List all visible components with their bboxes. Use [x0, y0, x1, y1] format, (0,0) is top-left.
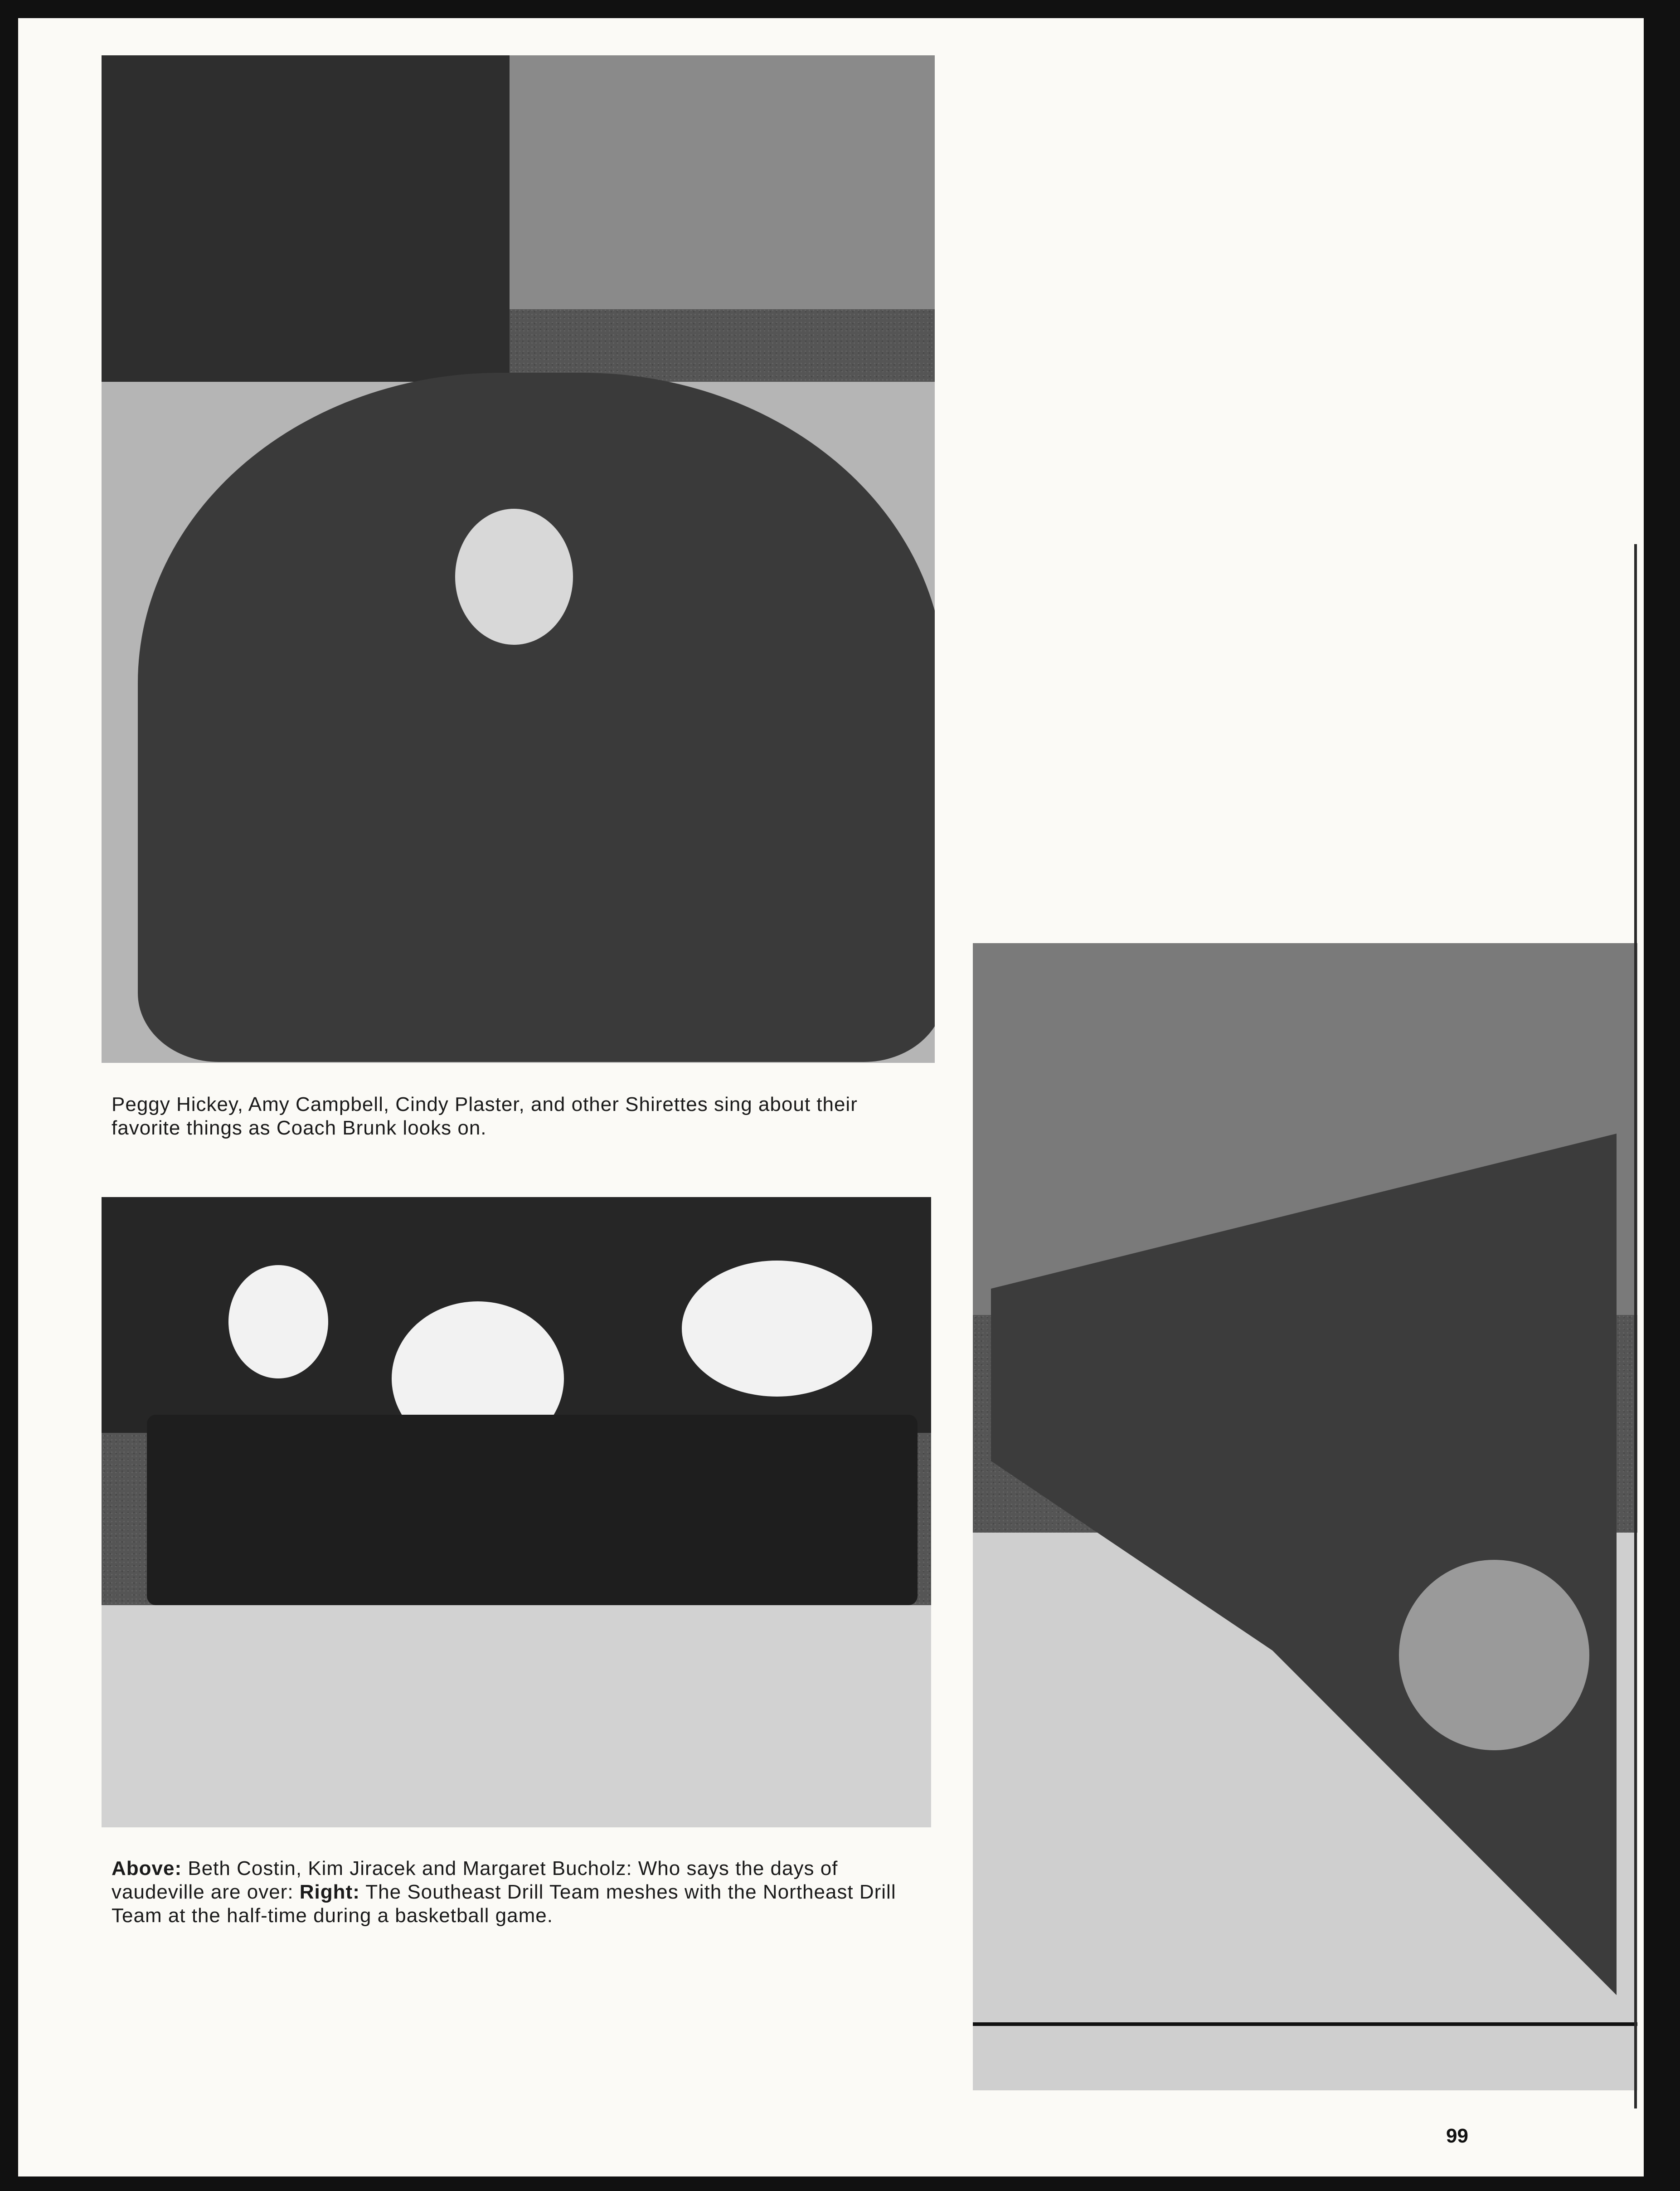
page-number: 99 [1446, 2125, 1468, 2147]
photo-guitar [455, 509, 573, 645]
page-edge-rule [1634, 544, 1637, 2108]
caption-bottom [112, 1857, 932, 1928]
caption-top-text: Peggy Hickey, Amy Campbell, Cindy Plaster, and other Shirettes sing about their favorite things as Coach Brunk looks on. [112, 1093, 858, 1139]
caption-above-text: Beth Costin, Kim Jiracek and Margaret Bucholz: Who says the days of vaudeville are over: [112, 1857, 838, 1903]
photo-dancer-skirts [147, 1415, 918, 1605]
caption-right-text: The Southeast Drill Team meshes with the Northeast Drill Team at the half-time during a basketball game. [112, 1881, 896, 1927]
photo-pompom-3 [682, 1261, 872, 1397]
photo-group [138, 373, 935, 1062]
photo-bg-crowd [102, 55, 510, 382]
photo-drill-team [973, 943, 1637, 2090]
photo-pompom-dancers [102, 1197, 931, 1827]
photo-bg-wall [510, 55, 935, 309]
photo-court-line [973, 2022, 1637, 2026]
photo-shirettes-singing [102, 55, 935, 1063]
caption-right-label: Right: [299, 1881, 360, 1903]
caption-above-label: Above: [112, 1857, 182, 1879]
photo-hat [1399, 1560, 1589, 1750]
photo-court-floor [102, 1605, 931, 1827]
photo-pompom-1 [228, 1265, 328, 1378]
caption-top [112, 1093, 932, 1140]
yearbook-page [18, 18, 1644, 2176]
